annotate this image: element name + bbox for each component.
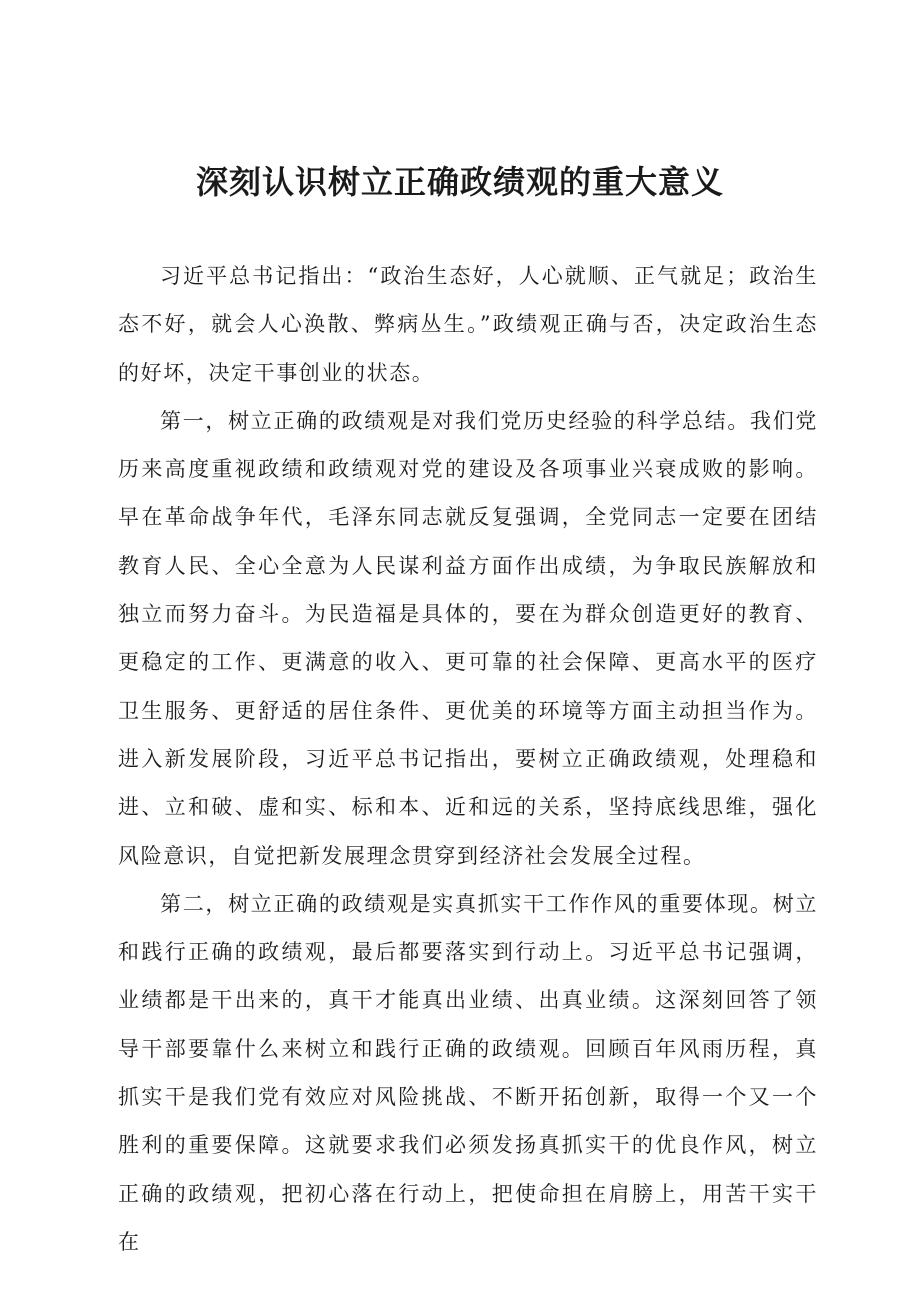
document-title: 深刻认识树立正确政绩观的重大意义 [195,163,724,201]
paragraph-second-point: 第二，树立正确的政绩观是实真抓实干工作作风的重要体现。树立和践行正确的政绩观，最后都要落实到行动上。习近平总书记强调，业绩都是干出来的，真干才能真出业绩、出真业绩。这深刻回答了领导干部要靠什么来树立和践行正确的政绩观。回顾百年风雨历程，真抓实干是我们党有效应对风险挑战、不断开拓创新，取得一个又一个胜利的重要保障。这就要求我们必须发扬真抓实干的优良作风，树立正确的政绩观，把初心落在行动上，把使命担在肩膀上，用苦干实干在 [118,891,818,1254]
paragraph-intro: 习近平总书记指出：“政治生态好，人心就顺、正气就足；政治生态不好，就会人心涣散、弊病丛生。”政绩观正确与否，决定政治生态的好坏，决定干事创业的状态。 [118,264,818,385]
paragraph-first-point: 第一，树立正确的政绩观是对我们党历史经验的科学总结。我们党历来高度重视政绩和政绩观对党的建设及各项事业兴衰成败的影响。早在革命战争年代，毛泽东同志就反复强调，全党同志一定要在团结教育人民、全心全意为人民谋利益方面作出成绩，为争取民族解放和独立而努力奋斗。为民造福是具体的，要在为群众创造更好的教育、更稳定的工作、更满意的收入、更可靠的社会保障、更高水平的医疗卫生服务、更舒适的居住条件、更优美的环境等方面主动担当作为。进入新发展阶段，习近平总书记指出，要树立正确政绩观，处理稳和进、立和破、虚和实、标和本、近和远的关系，坚持底线思维，强化风险意识，自觉把新发展理念贯穿到经济社会发展全过程。 [118,408,818,868]
document-body [118,252,818,1266]
